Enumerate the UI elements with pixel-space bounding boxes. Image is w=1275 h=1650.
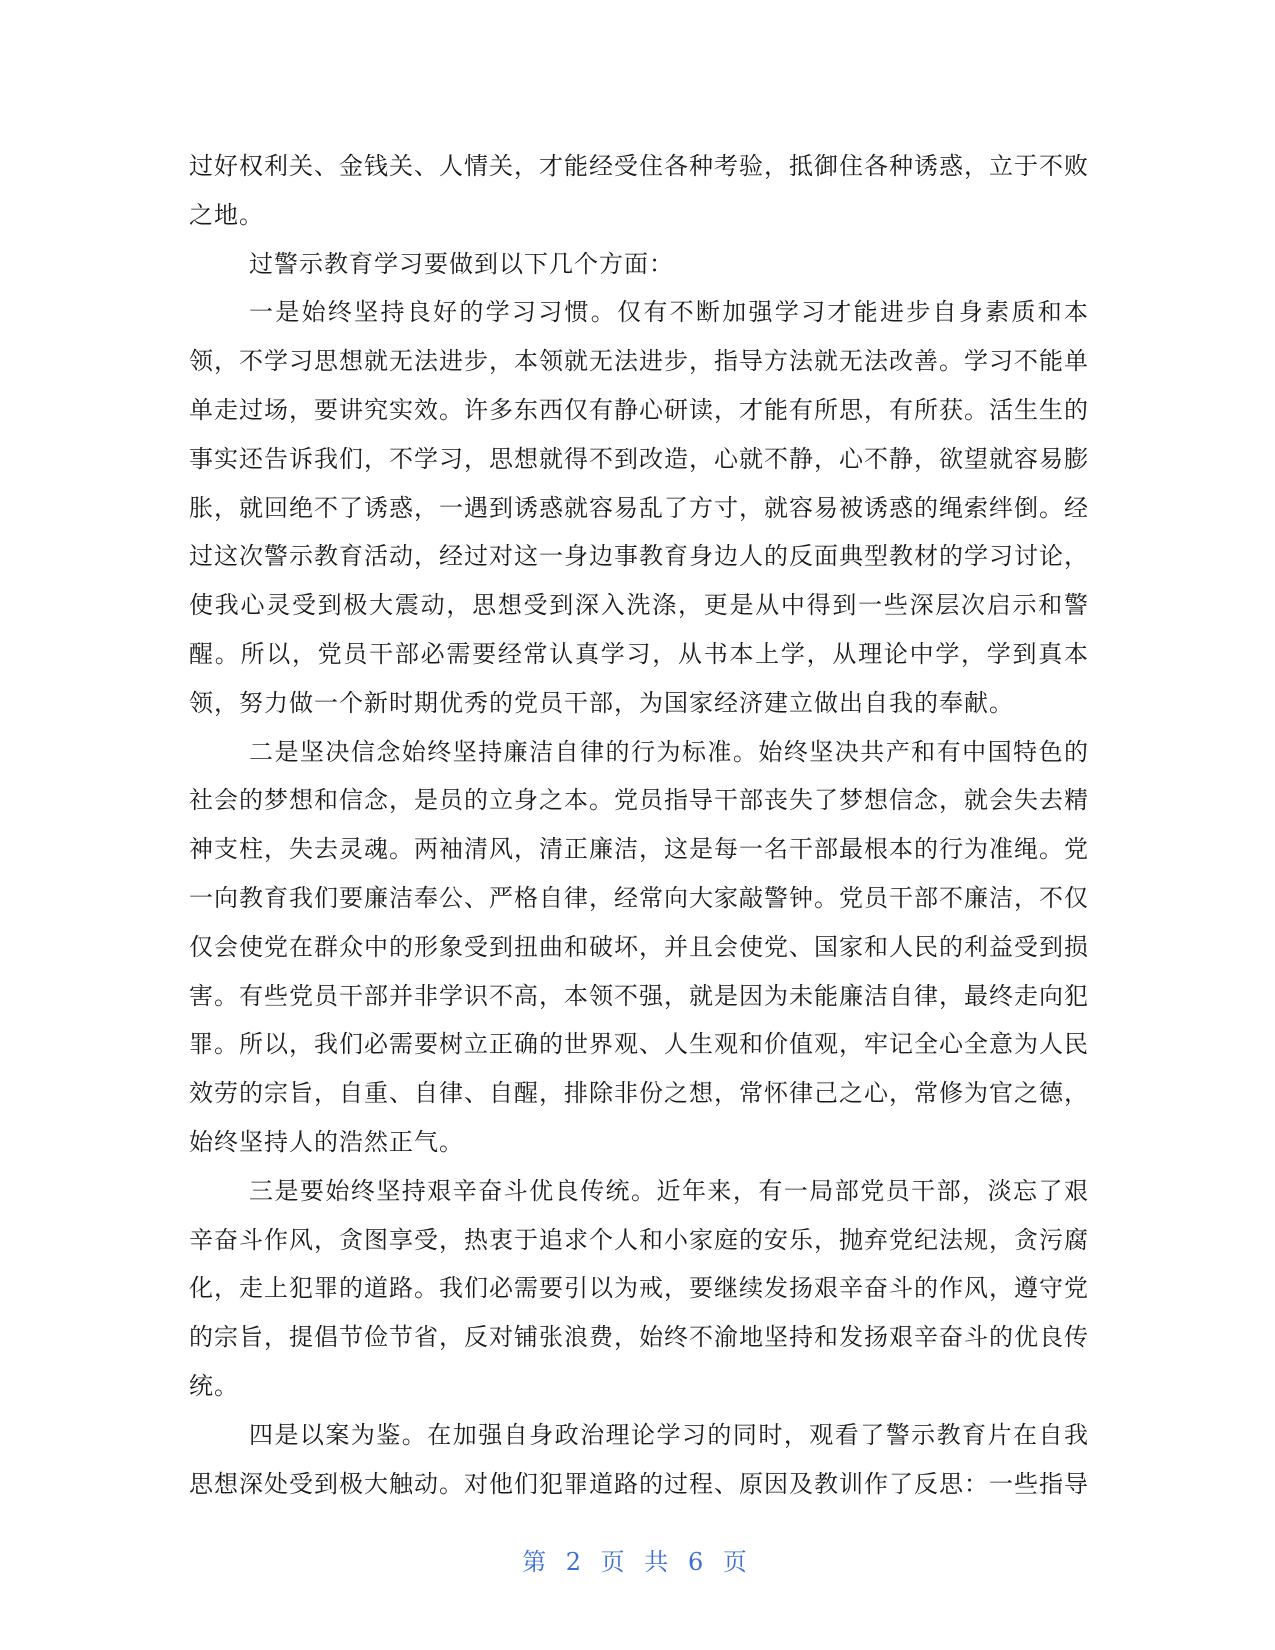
page-number-footer: 第 2 页 共 6 页 — [522, 1548, 753, 1576]
paragraph-point-one: 一是始终坚持良好的学习习惯。仅有不断加强学习才能进步自身素质和本领，不学习思想就无法进步，本领就无法进步，指导方法就无法改善。学习不能单单走过场，要讲究实效。许多东西仅有静心研读，才能有所思，有所获。活生生的事实还告诉我们，不学习，思想就得不到改造，心就不静，心不静，欲望就容易膨胀，就回绝不了诱惑，一遇到诱惑就容易乱了方寸，就容易被诱惑的绳索绊倒。经过这次警示教育活动，经过对这一身边事教育身边人的反面典型教材的学习讨论，使我心灵受到极大震动，思想受到深入洗涤，更是从中得到一些深层次启示和警醒。所以，党员干部必需要经常认真学习，从书本上学，从理论中学，学到真本领，努力做一个新时期优秀的党员干部，为国家经济建立做出自我的奉献。 — [189, 298, 1089, 717]
paragraph-continuation: 过好权利关、金钱关、人情关，才能经受住各种考验，抵御住各种诱惑，立于不败之地。 — [189, 152, 1089, 229]
paragraph-point-three: 三是要始终坚持艰辛奋斗优良传统。近年来，有一局部党员干部，淡忘了艰辛奋斗作风，贪图享受，热衷于追求个人和小家庭的安乐，抛弃党纪法规，贪污腐化，走上犯罪的道路。我们必需要引以为戒，要继续发扬艰辛奋斗的作风，遵守党的宗旨，提倡节俭节省，反对铺张浪费，始终不渝地坚持和发扬艰辛奋斗的优良传统。 — [189, 1176, 1089, 1400]
document-body — [189, 142, 1089, 1508]
paragraph-intro: 过警示教育学习要做到以下几个方面： — [249, 249, 674, 278]
paragraph-point-four: 四是以案为鉴。在加强自身政治理论学习的同时，观看了警示教育片在自我思想深处受到极大触动。对他们犯罪道路的过程、原因及教训作了反思：一些指导 — [189, 1420, 1089, 1498]
paragraph-point-two: 二是坚决信念始终坚持廉洁自律的行为标准。始终坚决共产和有中国特色的社会的梦想和信念，是员的立身之本。党员指导干部丧失了梦想信念，就会失去精神支柱，失去灵魂。两袖清风，清正廉洁，这是每一名干部最根本的行为准绳。党一向教育我们要廉洁奉公、严格自律，经常向大家敲警钟。党员干部不廉洁，不仅仅会使党在群众中的形象受到扭曲和破坏，并且会使党、国家和人民的利益受到损害。有些党员干部并非学识不高，本领不强，就是因为未能廉洁自律，最终走向犯罪。所以，我们必需要树立正确的世界观、人生观和价值观，牢记全心全意为人民效劳的宗旨，自重、自律、自醒，排除非份之想，常怀律己之心，常修为官之德，始终坚持人的浩然正气。 — [189, 737, 1089, 1156]
